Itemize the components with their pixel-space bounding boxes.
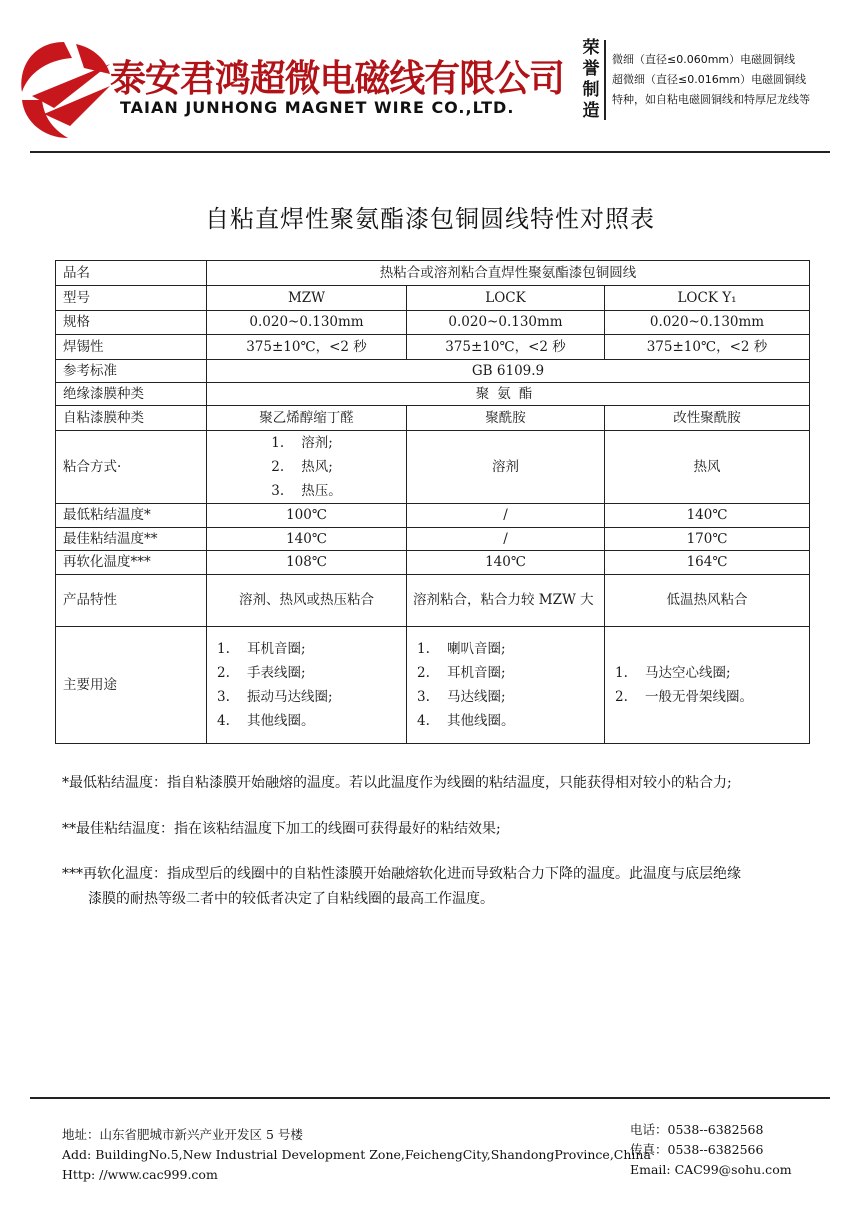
model-lock-y1: LOCK Y₁ bbox=[605, 286, 810, 311]
table-row bbox=[56, 551, 810, 575]
row-label: 自粘漆膜种类 bbox=[56, 406, 207, 431]
bond-film-lock-y1: 改性聚酰胺 bbox=[605, 406, 810, 431]
list-item: 3. 热压。 bbox=[271, 483, 342, 499]
resoften-lock: 140℃ bbox=[407, 551, 605, 575]
bond-method-lock-y1: 热风 bbox=[605, 431, 810, 504]
resoften-mzw: 108℃ bbox=[207, 551, 407, 575]
table-row bbox=[56, 286, 810, 311]
table-row bbox=[56, 311, 810, 335]
bond-method-lock: 溶剂 bbox=[407, 431, 605, 504]
table-row bbox=[56, 575, 810, 627]
company-name-en: TAIAN JUNHONG MAGNET WIRE CO.,LTD. bbox=[120, 98, 515, 117]
row-label: 再软化温度*** bbox=[56, 551, 207, 575]
tagline-line-3: 特种，如自粘电磁圆铜线和特厚尼龙线等 bbox=[612, 93, 810, 106]
feature-lock: 溶剂粘合，粘合力较 MZW 大 bbox=[407, 575, 605, 627]
honor-badge bbox=[581, 38, 601, 122]
spec-table bbox=[55, 260, 810, 744]
row-label: 参考标准 bbox=[56, 360, 207, 383]
best-temp-mzw: 140℃ bbox=[207, 528, 407, 551]
website-link[interactable]: Http: //www.cac999.com bbox=[62, 1167, 218, 1182]
table-row bbox=[56, 335, 810, 360]
company-logo bbox=[14, 34, 114, 144]
header-divider bbox=[30, 151, 830, 153]
row-label: 产品特性 bbox=[56, 575, 207, 627]
list-item: 2. 一般无骨架线圈。 bbox=[615, 689, 753, 705]
solder-mzw: 375±10℃，<2 秒 bbox=[207, 335, 407, 360]
uses-mzw bbox=[207, 627, 407, 744]
uses-lock bbox=[407, 627, 605, 744]
product-tagline bbox=[612, 50, 810, 110]
list-item: 4. 其他线圈。 bbox=[417, 713, 515, 729]
list-item: 1. 喇叭音圈; bbox=[417, 641, 506, 657]
note-resoften-temp-cont: 漆膜的耐热等级二者中的较低者决定了自粘线圈的最高工作温度。 bbox=[88, 891, 494, 907]
best-temp-lock: / bbox=[407, 528, 605, 551]
company-name-cn: 泰安君鸿超微电磁线有限公司 bbox=[110, 57, 564, 100]
min-temp-lock-y1: 140℃ bbox=[605, 504, 810, 528]
tagline-line-1: 微细（直径≤0.060mm）电磁圆铜线 bbox=[612, 53, 796, 66]
spec-mzw: 0.020~0.130mm bbox=[207, 311, 407, 335]
uses-lock-y1 bbox=[605, 627, 810, 744]
standard-cell: GB 6109.9 bbox=[207, 360, 810, 383]
table-row bbox=[56, 261, 810, 286]
note-best-temp: **最佳粘结温度：指在该粘结温度下加工的线圈可获得最好的粘结效果; bbox=[62, 821, 501, 837]
model-mzw: MZW bbox=[207, 286, 407, 311]
table-row bbox=[56, 528, 810, 551]
solder-lock-y1: 375±10℃，<2 秒 bbox=[605, 335, 810, 360]
model-lock: LOCK bbox=[407, 286, 605, 311]
list-item: 1. 马达空心线圈; bbox=[615, 665, 731, 681]
feature-lock-y1: 低温热风粘合 bbox=[605, 575, 810, 627]
email-link[interactable]: Email: CAC99@sohu.com bbox=[630, 1162, 792, 1177]
spec-lock-y1: 0.020~0.130mm bbox=[605, 311, 810, 335]
list-item: 2. 手表线圈; bbox=[217, 665, 306, 681]
table-row bbox=[56, 406, 810, 431]
row-label: 规格 bbox=[56, 311, 207, 335]
spec-lock: 0.020~0.130mm bbox=[407, 311, 605, 335]
row-label: 主要用途 bbox=[56, 627, 207, 744]
footer-divider bbox=[30, 1097, 830, 1099]
list-item: 1. 耳机音圈; bbox=[217, 641, 306, 657]
note-min-temp: *最低粘结温度：指自粘漆膜开始融熔的温度。若以此温度作为线圈的粘结温度，只能获得相对较小的粘合力; bbox=[62, 775, 732, 791]
note-resoften-temp: ***再软化温度：指成型后的线圈中的自粘性漆膜开始融熔软化进而导致粘合力下降的温度。此温度与底层绝缘 bbox=[62, 866, 741, 882]
badge-char: 制 bbox=[582, 80, 600, 100]
row-label: 绝缘漆膜种类 bbox=[56, 383, 207, 406]
fax: 传真：0538--6382566 bbox=[630, 1142, 764, 1157]
row-label: 最佳粘结温度** bbox=[56, 528, 207, 551]
row-label: 最低粘结温度* bbox=[56, 504, 207, 528]
list-item: 3. 振动马达线圈; bbox=[217, 689, 333, 705]
feature-mzw: 溶剂、热风或热压粘合 bbox=[207, 575, 407, 627]
bond-method-mzw bbox=[207, 431, 407, 504]
bond-film-mzw: 聚乙烯醇缩丁醛 bbox=[207, 406, 407, 431]
list-item: 3. 马达线圈; bbox=[417, 689, 506, 705]
tagline-line-2: 超微细（直径≤0.016mm）电磁圆铜线 bbox=[612, 73, 807, 86]
insulation-cell: 聚氨酯 bbox=[207, 383, 810, 406]
list-item: 4. 其他线圈。 bbox=[217, 713, 315, 729]
table-row bbox=[56, 383, 810, 406]
badge-char: 誉 bbox=[582, 59, 600, 79]
badge-char: 荣 bbox=[582, 38, 600, 58]
table-row bbox=[56, 627, 810, 744]
row-label: 品名 bbox=[56, 261, 207, 286]
address-en: Add: BuildingNo.5,New Industrial Development Zone,FeichengCity,ShandongProvince,China bbox=[62, 1147, 651, 1162]
table-row bbox=[56, 431, 810, 504]
resoften-lock-y1: 164℃ bbox=[605, 551, 810, 575]
min-temp-lock: / bbox=[407, 504, 605, 528]
row-label: 型号 bbox=[56, 286, 207, 311]
list-item: 2. 热风; bbox=[271, 459, 333, 475]
row-label: 焊锡性 bbox=[56, 335, 207, 360]
min-temp-mzw: 100℃ bbox=[207, 504, 407, 528]
best-temp-lock-y1: 170℃ bbox=[605, 528, 810, 551]
row-label: 粘合方式· bbox=[56, 431, 207, 504]
phone: 电话：0538--6382568 bbox=[630, 1122, 764, 1137]
table-row bbox=[56, 504, 810, 528]
table-row bbox=[56, 360, 810, 383]
badge-divider bbox=[604, 40, 606, 120]
list-item: 1. 溶剂; bbox=[271, 435, 333, 451]
solder-lock: 375±10℃，<2 秒 bbox=[407, 335, 605, 360]
product-name-cell: 热粘合或溶剂粘合直焊性聚氨酯漆包铜圆线 bbox=[207, 261, 810, 286]
badge-char: 造 bbox=[582, 101, 600, 121]
address-cn: 地址：山东省肥城市新兴产业开发区 5 号楼 bbox=[62, 1127, 303, 1142]
document-title: 自粘直焊性聚氨酯漆包铜圆线特性对照表 bbox=[205, 205, 655, 233]
bond-film-lock: 聚酰胺 bbox=[407, 406, 605, 431]
list-item: 2. 耳机音圈; bbox=[417, 665, 506, 681]
